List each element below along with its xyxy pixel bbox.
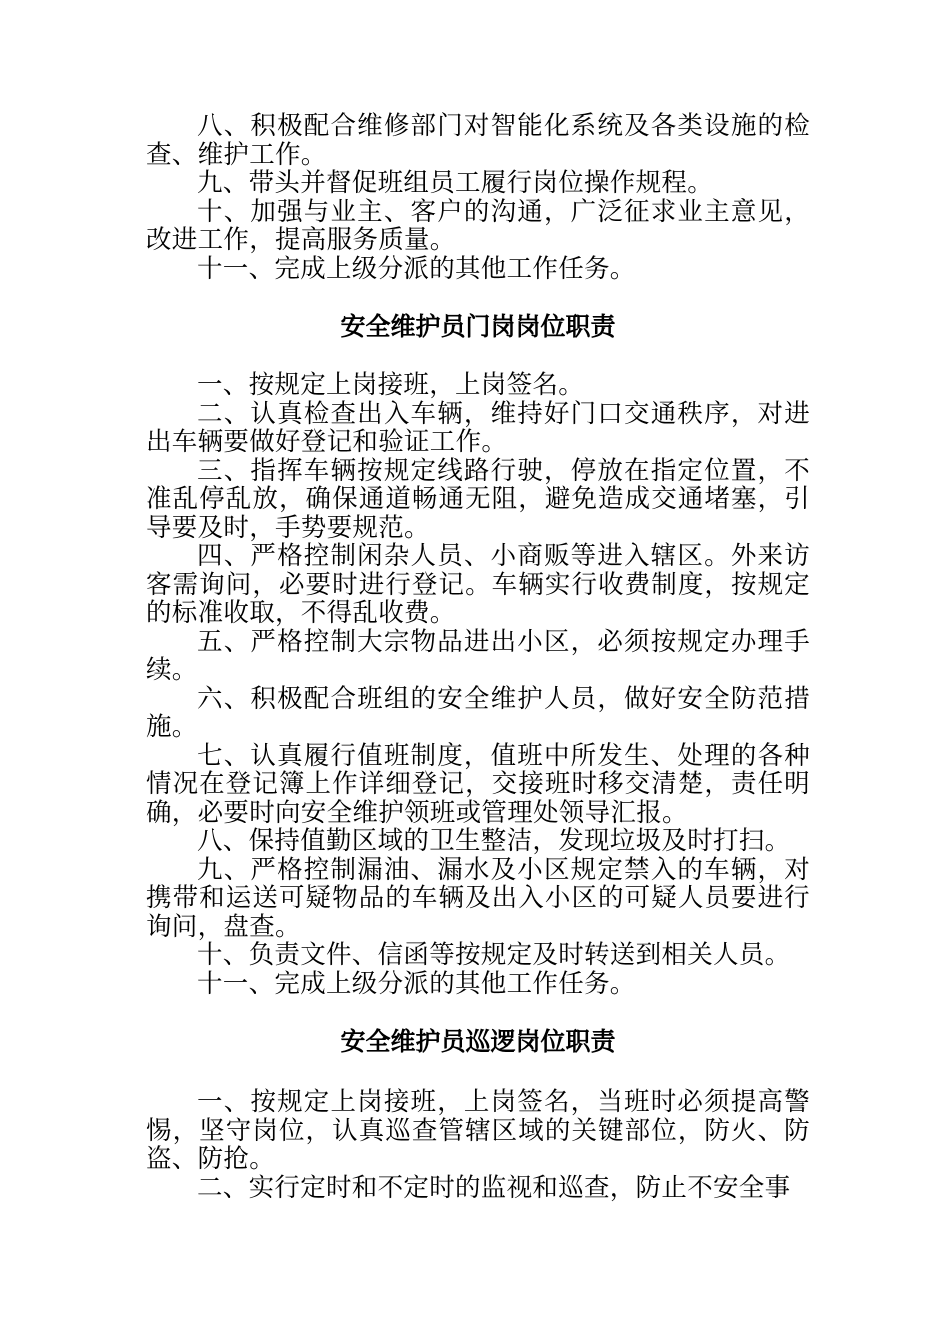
gate-item: 三、指挥车辆按规定线路行驶，停放在指定位置，不准乱停乱放，确保通道畅通无阻，避免造成交通堵塞，引导要及时，手势要规范。 xyxy=(146,455,810,543)
gate-section-title: 安全维护员门岗岗位职责 xyxy=(340,312,616,341)
gate-section-items xyxy=(146,371,810,998)
gate-item: 十、负责文件、信函等按规定及时转送到相关人员。 xyxy=(197,940,791,970)
intro-item: 十、加强与业主、客户的沟通，广泛征求业主意见，改进工作，提高服务质量。 xyxy=(146,196,810,255)
patrol-item: 二、实行定时和不定时的监视和巡查，防止不安全事 xyxy=(197,1172,791,1203)
gate-item: 七、认真履行值班制度，值班中所发生、处理的各种情况在登记簿上作详细登记，交接班时移交清楚，责任明确，必要时向安全维护领班或管理处领导汇报。 xyxy=(146,740,810,828)
intro-items xyxy=(146,112,810,283)
patrol-item: 一、按规定上岗接班，上岗签名，当班时必须提高警惕，坚守岗位，认真巡查管辖区域的关键部位，防火、防盗、防抢。 xyxy=(146,1087,810,1174)
gate-item: 十一、完成上级分派的其他工作任务。 xyxy=(197,968,636,999)
gate-item: 五、严格控制大宗物品进出小区，必须按规定办理手续。 xyxy=(146,626,810,685)
gate-item: 二、认真检查出入车辆，维持好门口交通秩序，对进出车辆要做好登记和验证工作。 xyxy=(146,398,810,457)
gate-item: 四、严格控制闲杂人员、小商贩等进入辖区。外来访客需询问，必要时进行登记。车辆实行收费制度，按规定的标准收取，不得乱收费。 xyxy=(146,541,810,628)
document-page xyxy=(146,112,810,1202)
patrol-section-items xyxy=(146,1088,810,1202)
gate-item: 八、保持值勤区域的卫生整洁，发现垃圾及时打扫。 xyxy=(197,826,791,856)
patrol-section-title: 安全维护员巡逻岗位职责 xyxy=(340,1027,616,1056)
gate-item: 六、积极配合班组的安全维护人员，做好安全防范措施。 xyxy=(146,683,810,742)
intro-item: 九、带头并督促班组员工履行岗位操作规程。 xyxy=(197,168,714,198)
gate-item: 九、严格控制漏油、漏水及小区规定禁入的车辆，对携带和运送可疑物品的车辆及出入小区的可疑人员要进行询问，盘查。 xyxy=(146,854,810,942)
intro-item: 十一、完成上级分派的其他工作任务。 xyxy=(197,253,636,284)
intro-item: 八、积极配合维修部门对智能化系统及各类设施的检查、维护工作。 xyxy=(146,111,810,170)
gate-item: 一、按规定上岗接班，上岗签名。 xyxy=(197,370,585,400)
